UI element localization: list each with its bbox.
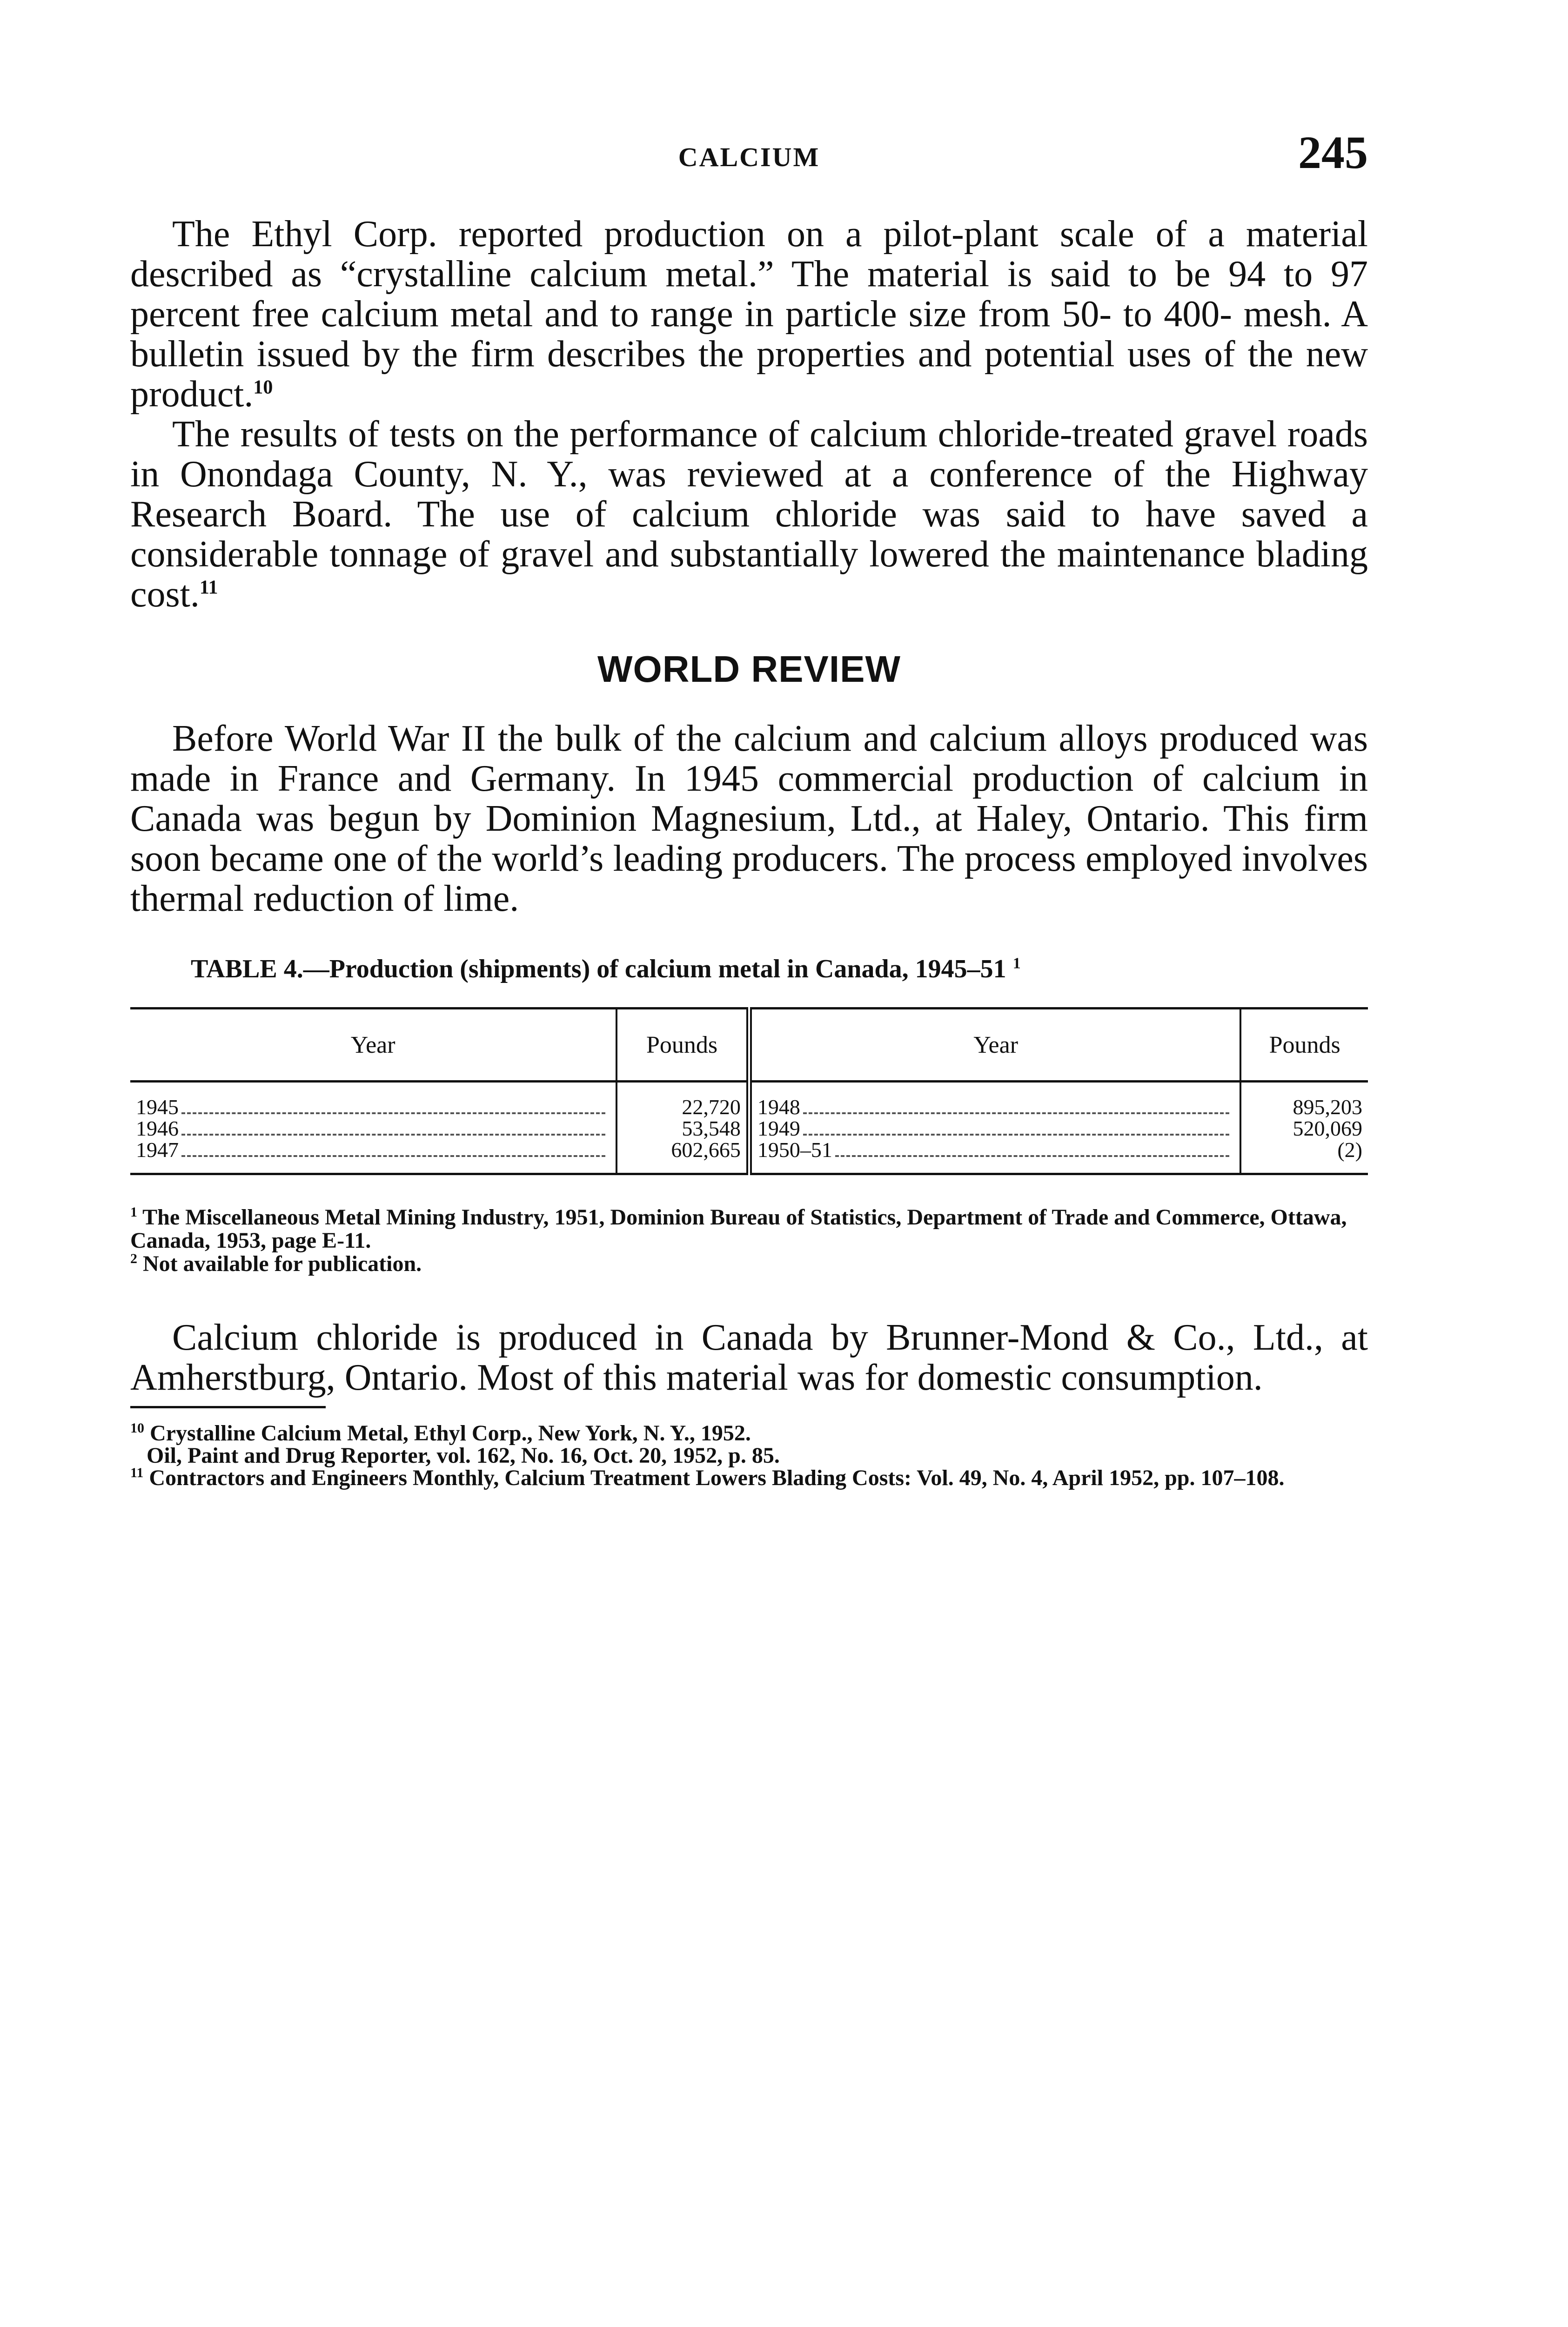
cell-pounds: 53,548 [616,1118,749,1139]
footnote-text: Contractors and Engineers Monthly, Calcium Treatment Lowers Blading Costs: Vol. 49, No. 4, April 1952, pp. 107–108. [149,1466,1285,1490]
note-mark: 2 [130,1251,137,1266]
paragraph-text: The Ethyl Corp. reported production on a pilot-plant scale of a material described as “crystalline calcium metal.” The material is said to be 94 to 97 percent free calcium metal and to range in particle size from 50- to 400- mesh. A bulletin issued by the firm describes the properties and potential uses of the new product. [130,214,1368,415]
paragraph-ethyl-corp [130,214,1368,414]
cell-pounds: (2) [1240,1139,1368,1174]
cell-pounds: 22,720 [616,1082,749,1118]
paragraph-world-review: Before World War II the bulk of the calcium and calcium alloys produced was made in France and Germany. In 1945 commercial production of calcium in Canada was begun by Dominion Magnesium, Ltd., at Haley, Ontario. This firm soon became one of the world’s leading producers. The process employed involves thermal reduction of lime. [130,718,1368,919]
cell-pounds: 520,069 [1293,1116,1362,1140]
table-header-row [130,1009,1368,1082]
page-footnotes [130,1422,1368,1489]
paragraph-calcium-chloride-canada: Calcium chloride is produced in Canada by Brunner-Mond & Co., Ltd., at Amherstburg, Ontario. Most of this material was for domestic consumption. [130,1317,1368,1398]
table-row [130,1082,1368,1118]
cell-year [130,1139,616,1174]
dot-leader [181,1155,605,1157]
column-header-pounds: Pounds [616,1009,749,1082]
note-mark: 1 [130,1204,137,1220]
year-label: 1945 [136,1095,179,1119]
year-label: 1948 [757,1095,800,1119]
section-heading-world-review: WORLD REVIEW [597,648,901,690]
table-notes [130,1206,1368,1276]
footnote-mark: 11 [130,1465,144,1480]
table-note [130,1252,1368,1276]
footnote-text: Oil, Paint and Drug Reporter, vol. 162, No. 16, Oct. 20, 1952, p. 85. [147,1443,780,1468]
year-label: 1946 [136,1116,179,1140]
cell-year [749,1082,1241,1118]
cell-year [130,1118,616,1139]
note-text: Not available for publication. [143,1251,422,1276]
column-header-year: Year [749,1009,1241,1082]
cell-year [749,1139,1241,1174]
paragraph-text: The results of tests on the performance of calcium chloride-treated gravel roads in Onondaga County, N. Y., was reviewed at a conference of the Highway Research Board. The use of calcium chloride was said to have saved a considerable tonnage of gravel and substantially lowered the maintenance blading cost. [130,414,1368,615]
footnote-mark: 10 [130,1420,144,1436]
year-label: 1950–51 [757,1138,832,1162]
footnote-divider [130,1406,326,1408]
running-head: CALCIUM [678,142,820,172]
table-note [130,1206,1368,1252]
year-label: 1947 [136,1138,179,1162]
cell-year [130,1082,616,1118]
table-row [130,1118,1368,1139]
column-header-pounds: Pounds [1240,1009,1368,1082]
cell-pounds: 602,665 [616,1139,749,1174]
dot-leader [803,1134,1230,1136]
footnote [130,1422,1368,1445]
page-number: 245 [1298,127,1368,178]
cell-year [749,1118,1241,1139]
cell-pounds: 895,203 [1293,1095,1362,1119]
dot-leader [835,1155,1230,1157]
table-row [130,1139,1368,1174]
footnote-ref: 10 [253,377,273,398]
after-table-section [130,1318,1368,1398]
table-title-footnote-ref: 1 [1012,955,1021,972]
year-label: 1949 [757,1116,800,1140]
dot-leader [803,1112,1230,1114]
footnote [130,1445,1368,1467]
production-table [130,1007,1368,1175]
footnote [130,1467,1368,1489]
footnote-text: Crystalline Calcium Metal, Ethyl Corp., New York, N. Y., 1952. [150,1421,751,1446]
dot-leader [181,1112,605,1114]
note-text: The Miscellaneous Metal Mining Industry, 1951, Dominion Bureau of Statistics, Department of Trade and Commerce, Ottawa, Canada, 1953, page E-11. [130,1205,1347,1253]
table-title [130,954,1368,984]
dot-leader [181,1134,605,1136]
page-header [130,126,1368,177]
footnote-ref: 11 [199,577,218,599]
paragraph-calcium-chloride-roads [130,414,1368,614]
column-header-year: Year [130,1009,616,1082]
table-title-text: TABLE 4.—Production (shipments) of calcium metal in Canada, 1945–51 [191,955,1006,983]
page-body [130,214,1368,1489]
